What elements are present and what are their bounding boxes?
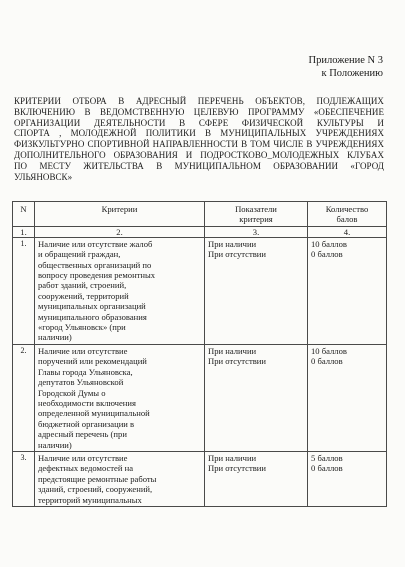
criterion-line: наличии) bbox=[38, 332, 72, 343]
indicator-cell bbox=[205, 237, 308, 344]
criterion-line: депутатов Ульяновской bbox=[38, 377, 124, 388]
header-indicators bbox=[205, 202, 308, 227]
column-number: 2. bbox=[35, 226, 205, 237]
header-points bbox=[308, 202, 387, 227]
appendix-number: Приложение N 3 bbox=[308, 55, 383, 66]
column-number: 4. bbox=[308, 226, 387, 237]
indicator-cell bbox=[205, 451, 308, 506]
row-number: 1. bbox=[13, 237, 35, 344]
title-line: УЛЬЯНОВСК» bbox=[14, 171, 73, 182]
document-title bbox=[14, 96, 384, 182]
row-number: 2. bbox=[13, 344, 35, 451]
title-line: ПО МЕСТУ ЖИТЕЛЬСТВА В МУНИЦИПАЛЬНОМ ОБРАЗОВАНИИ «ГОРОД bbox=[14, 160, 384, 171]
points-cell bbox=[308, 344, 387, 451]
criterion-line: Наличие или отсутствие bbox=[38, 345, 128, 356]
criterion-line: Главы города Ульяновска, bbox=[38, 366, 133, 377]
points-line: 0 баллов bbox=[311, 463, 343, 474]
criterion-line: Наличие или отсутствие жалоб bbox=[38, 238, 153, 249]
criterion-line: адресный перечень (при bbox=[38, 429, 127, 440]
criterion-line: бюджетной организации в bbox=[38, 418, 135, 429]
indicator-line: При наличии bbox=[208, 238, 257, 249]
header-points-line: Количество bbox=[325, 204, 369, 214]
criterion-line: муниципального образования bbox=[38, 311, 147, 322]
criterion-line: территорий муниципальных bbox=[38, 494, 142, 505]
appendix-heading bbox=[309, 55, 383, 80]
header-number: N bbox=[13, 202, 35, 227]
criterion-line: зданий, строений, сооружений, bbox=[38, 484, 153, 495]
criterion-line: необходимости включения bbox=[38, 397, 136, 408]
table-row bbox=[13, 451, 387, 506]
criterion-line: муниципальных организаций bbox=[38, 301, 146, 312]
criterion-line: сооружений, территорий bbox=[38, 290, 129, 301]
criterion-cell bbox=[35, 344, 205, 451]
points-line: 10 баллов bbox=[311, 345, 347, 356]
points-cell bbox=[308, 451, 387, 506]
row-number: 3. bbox=[13, 451, 35, 506]
criterion-line: предстоящие ремонтные работы bbox=[38, 473, 157, 484]
header-indicators-line: критерия bbox=[239, 214, 273, 225]
criterion-cell bbox=[35, 237, 205, 344]
title-line: ДОПОЛНИТЕЛЬНОГО ОБРАЗОВАНИЯ И ПОДРОСТКОВО_МОЛОДЕЖНЫХ КЛУБАХ bbox=[14, 149, 384, 160]
table-header-row bbox=[13, 202, 387, 227]
criterion-line: Наличие или отсутствие bbox=[38, 452, 128, 463]
criterion-line: «город Ульяновск» (при bbox=[38, 322, 126, 333]
points-line: 5 баллов bbox=[311, 452, 343, 463]
indicator-line: При отсутствии bbox=[208, 463, 266, 474]
points-line: 10 баллов bbox=[311, 238, 347, 249]
criterion-line: поручений или рекомендаций bbox=[38, 356, 147, 367]
table-row bbox=[13, 237, 387, 344]
indicator-cell bbox=[205, 344, 308, 451]
indicator-line: При наличии bbox=[208, 452, 257, 463]
points-line: 0 баллов bbox=[311, 356, 343, 367]
column-number: 3. bbox=[205, 226, 308, 237]
title-line: КРИТЕРИИ ОТБОРА В АДРЕСНЫЙ ПЕРЕЧЕНЬ ОБЪЕКТОВ, ПОДЛЕЖАЩИХ bbox=[14, 96, 384, 106]
table-body bbox=[13, 237, 387, 506]
points-cell bbox=[308, 237, 387, 344]
title-line: ВКЛЮЧЕНИЮ В ВЕДОМСТВЕННУЮ ЦЕЛЕВУЮ ПРОГРАММУ «ОБЕСПЕЧЕНИЕ bbox=[14, 106, 384, 117]
points-line: 0 баллов bbox=[311, 249, 343, 260]
indicator-line: При отсутствии bbox=[208, 249, 266, 260]
header-criteria: Критерии bbox=[35, 202, 205, 227]
criterion-line: работ зданий, строений, bbox=[38, 280, 127, 291]
column-number-row bbox=[13, 226, 387, 237]
criterion-line: дефектных ведомостей на bbox=[38, 463, 134, 474]
criterion-line: Городской Думы о bbox=[38, 387, 106, 398]
header-points-line: балов bbox=[336, 214, 358, 225]
criteria-table bbox=[12, 201, 387, 507]
criterion-line: наличии) bbox=[38, 439, 72, 450]
criterion-cell bbox=[35, 451, 205, 506]
appendix-reference: к Положению bbox=[321, 67, 383, 79]
title-line: ОРГАНИЗАЦИИ ДЕЯТЕЛЬНОСТИ В СФЕРЕ ФИЗИЧЕСКОЙ КУЛЬТУРЫ И bbox=[14, 117, 384, 128]
title-line: СПОРТА , МОЛОДЕЖНОЙ ПОЛИТИКИ В МУНИЦИПАЛЬНЫХ УЧРЕЖДЕНИЯХ bbox=[14, 128, 384, 139]
indicator-line: При отсутствии bbox=[208, 356, 266, 367]
criterion-line: определенной муниципальной bbox=[38, 408, 150, 419]
title-line: ФИЗКУЛЬТУРНО СПОРТИВНОЙ НАПРАВЛЕННОСТИ В ТОМ ЧИСЛЕ В УЧРЕЖДЕНИЯХ bbox=[14, 139, 384, 150]
criterion-line: общественных организаций по bbox=[38, 259, 152, 270]
table-row bbox=[13, 344, 387, 451]
column-number: 1. bbox=[13, 226, 35, 237]
criterion-line: и обращений граждан, bbox=[38, 249, 121, 260]
indicator-line: При наличии bbox=[208, 345, 257, 356]
header-indicators-line: Показатели bbox=[235, 204, 277, 214]
criterion-line: вопросу проведения ремонтных bbox=[38, 270, 156, 281]
